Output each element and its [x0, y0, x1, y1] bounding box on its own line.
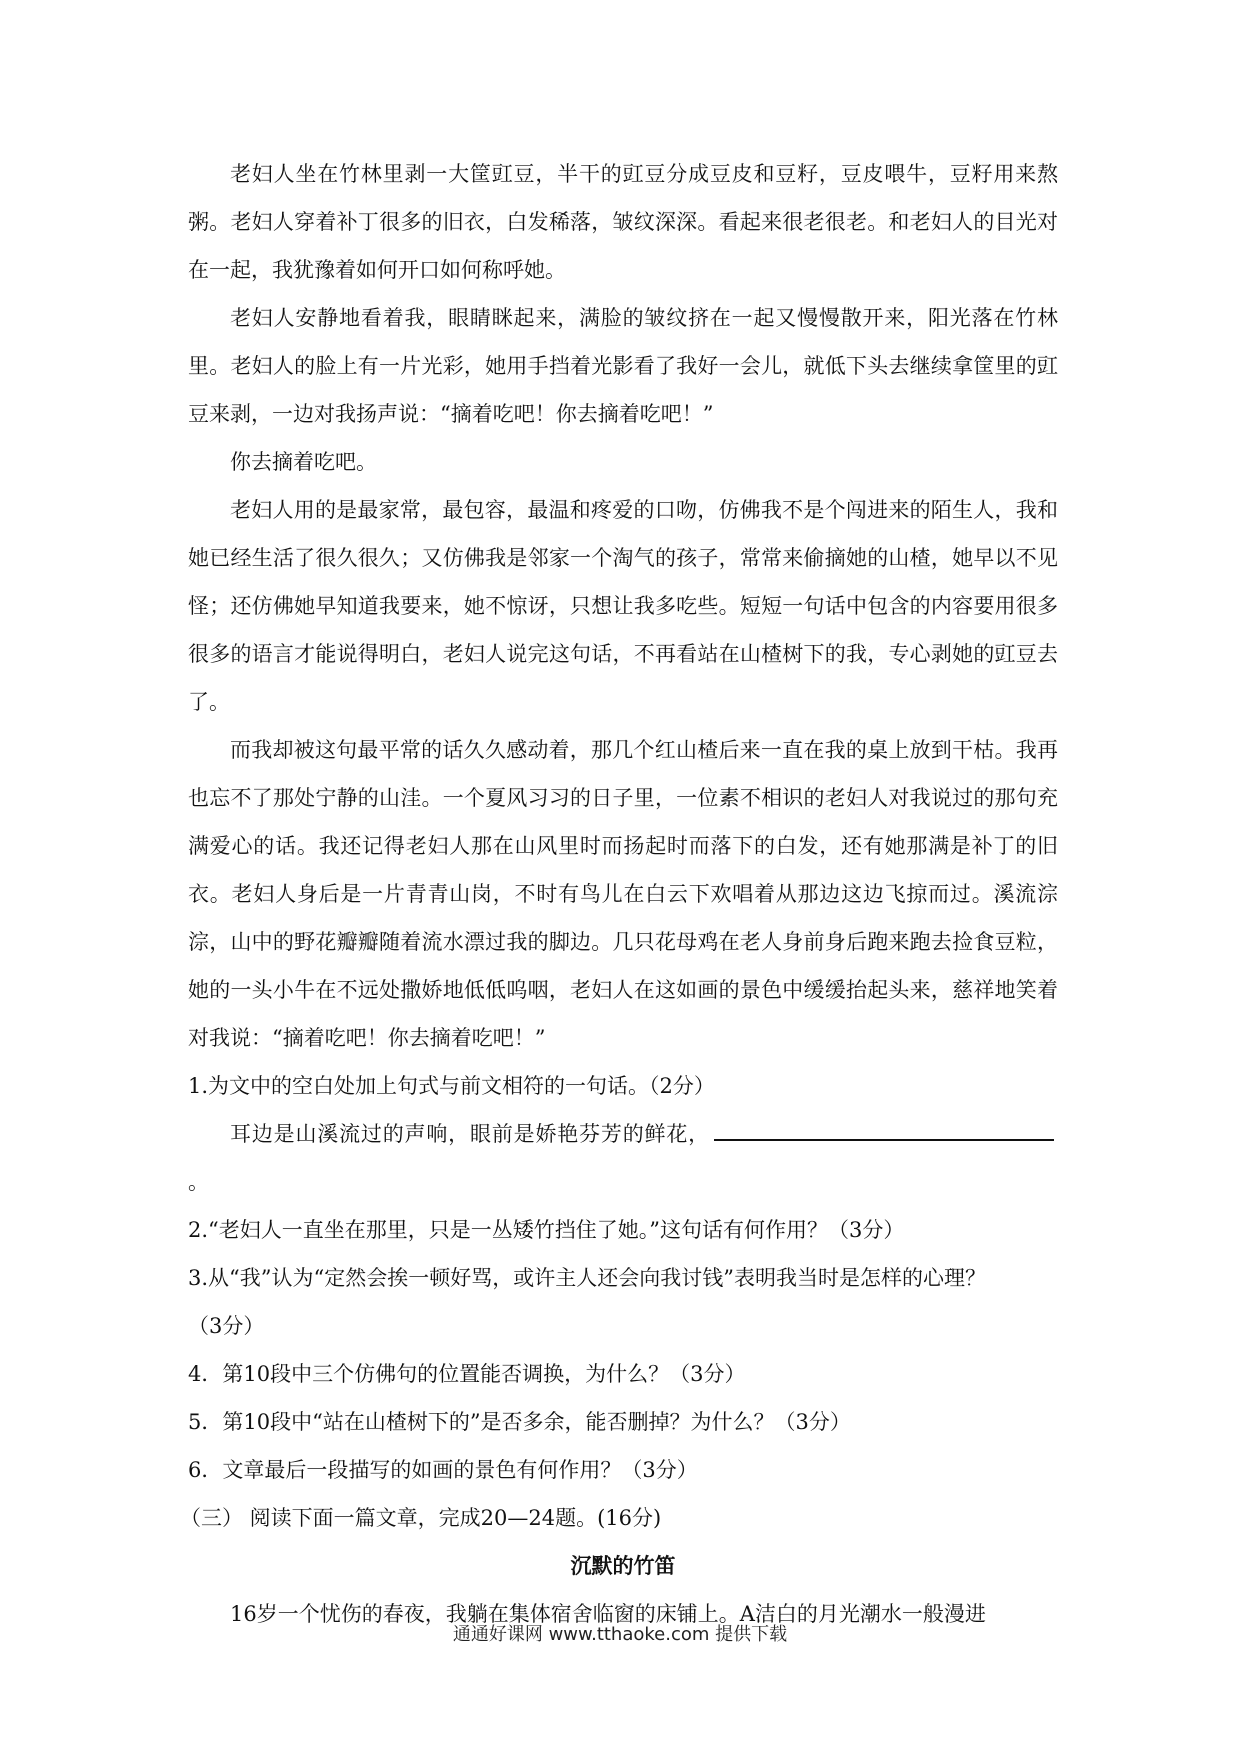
- question-1-end: 。: [188, 1170, 209, 1194]
- question-1: 1.为文中的空白处加上句式与前文相符的一句话。（2分）: [188, 1074, 715, 1098]
- question-2: 2.“老妇人一直坐在那里，只是一丛矮竹挡住了她。”这句话有何作用？（3分）: [188, 1218, 905, 1242]
- question-6: 6．文章最后一段描写的如画的景色有何作用？（3分）: [188, 1458, 698, 1482]
- article-first-line: 16岁一个忧伤的春夜，我躺在集体宿舍临窗的床铺上。A洁白的月光潮水一般漫进: [230, 1602, 986, 1626]
- question-3-line-1: 3.从“我”认为“定然会挨一顿好骂，或许主人还会向我讨钱”表明我当时是怎样的心理？: [188, 1266, 986, 1290]
- paragraph-4: 老妇人用的是最家常，最包容，最温和疼爱的口吻，仿佛我不是个闯进来的陌生人，我和她已经生活了很久很久；又仿佛我是邻家一个淘气的孩子，常常来偷摘她的山楂，她早以不见怪；还仿佛她早知道我要来，她不惊讶，只想让我多吃些。短短一句话中包含的内容要用很多很多的语言才能说得明白，老妇人说完这句话，不再看站在山楂树下的我，专心剥她的豇豆去了。: [188, 498, 1058, 714]
- question-1-prompt: 耳边是山溪流过的声响，眼前是娇艳芬芳的鲜花，: [230, 1122, 710, 1146]
- question-5: 5．第10段中“站在山楂树下的”是否多余，能否删掉？为什么？（3分）: [188, 1410, 851, 1434]
- question-4: 4．第10段中三个仿佛句的位置能否调换，为什么？（3分）: [188, 1362, 746, 1386]
- section-heading: （三） 阅读下面一篇文章，完成20—24题。(16分): [180, 1506, 662, 1530]
- paragraph-5: 而我却被这句最平常的话久久感动着，那几个红山楂后来一直在我的桌上放到干枯。我再也忘不了那处宁静的山洼。一个夏风习习的日子里，一位素不相识的老妇人对我说过的那句充满爱心的话。我还记得老妇人那在山风里时而扬起时而落下的白发，还有她那满是补丁的旧衣。老妇人身后是一片青青山岗，不时有鸟儿在白云下欢唱着从那边这边飞掠而过。溪流淙淙，山中的野花瓣瓣随着流水漂过我的脚边。几只花母鸡在老人身前身后跑来跑去捡食豆粒，她的一头小牛在不远处撒娇地低低呜咽，老妇人在这如画的景色中缓缓抬起头来，慈祥地笑着对我说：“摘着吃吧！你去摘着吃吧！”: [188, 738, 1058, 1050]
- question-1-fill: [188, 1110, 1058, 1206]
- paragraph-1: 老妇人坐在竹林里剥一大筐豇豆，半干的豇豆分成豆皮和豆籽，豆皮喂牛，豆籽用来熬粥。老妇人穿着补丁很多的旧衣，白发稀落，皱纹深深。看起来很老很老。和老妇人的目光对在一起，我犹豫着如何开口如何称呼她。: [188, 162, 1058, 282]
- paragraph-2: 老妇人安静地看着我，眼睛眯起来，满脸的皱纹挤在一起又慢慢散开来，阳光落在竹林里。老妇人的脸上有一片光彩，她用手挡着光影看了我好一会儿，就低下头去继续拿筐里的豇豆来剥，一边对我扬声说：“摘着吃吧！你去摘着吃吧！”: [188, 306, 1058, 426]
- article-title: 沉默的竹笛: [570, 1553, 676, 1578]
- page-footer: 通通好课网 www.tthaoke.com 提供下载: [452, 1624, 788, 1645]
- document-content: [180, 150, 1058, 1638]
- question-3-line-2: （3分）: [188, 1314, 265, 1338]
- answer-blank-line[interactable]: [714, 1115, 1054, 1141]
- paragraph-3: 你去摘着吃吧。: [230, 450, 377, 474]
